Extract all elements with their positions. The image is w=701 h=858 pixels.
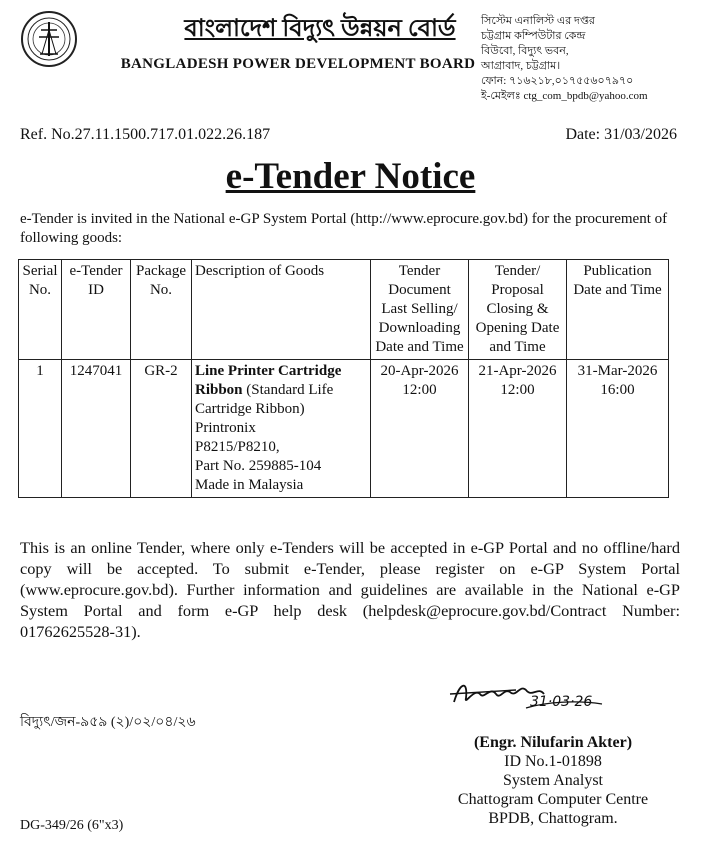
address-line: আগ্রাবাদ, চট্টগ্রাম। bbox=[481, 60, 561, 72]
signatory-block bbox=[418, 733, 688, 828]
cell-description bbox=[192, 360, 371, 498]
address-line: সিস্টেম এনালিস্ট এর দপ্তর bbox=[481, 15, 595, 27]
publication-time: 16:00 bbox=[600, 382, 635, 398]
col-tender-id: e-Tender ID bbox=[62, 260, 131, 360]
signatory-org: BPDB, Chattogram. bbox=[488, 810, 618, 827]
desc-bold: Line Printer Cartridge Ribbon bbox=[195, 363, 342, 398]
signatory-id: ID No.1-01898 bbox=[504, 753, 602, 770]
col-package: Package No. bbox=[131, 260, 192, 360]
address-line: চট্টগ্রাম কম্পিউটার কেন্দ্র bbox=[481, 30, 586, 42]
closing-time: 12:00 bbox=[500, 382, 535, 398]
col-serial: Serial No. bbox=[19, 260, 62, 360]
desc-brand: Printronix bbox=[195, 420, 256, 436]
cell-publication bbox=[567, 360, 669, 498]
notice-date: Date: 31/03/2026 bbox=[565, 126, 677, 143]
desc-part: Part No. 259885-104 bbox=[195, 458, 322, 474]
signatory-designation: System Analyst bbox=[502, 772, 603, 789]
address-line: ফোন: ৭১৬২১৮,০১৭৫৫৬০৭৯৭০ bbox=[481, 75, 634, 87]
org-name-bn: বাংলাদেশ বিদ্যুৎ উন্নয়ন বোর্ড bbox=[184, 16, 456, 42]
signatory-office: Chattogram Computer Centre bbox=[457, 791, 649, 808]
closing-date: 21-Apr-2026 bbox=[478, 363, 557, 379]
title-text: e-Tender Notice bbox=[225, 156, 476, 197]
dg-number: DG-349/26 (6"x3) bbox=[20, 818, 124, 833]
tender-table bbox=[18, 259, 669, 498]
table-row bbox=[19, 360, 669, 498]
cell-serial: 1 bbox=[19, 360, 62, 498]
intro-text: e-Tender is invited in the National e-GP System Portal (http://www.eprocure.gov.bd) for the procurement of following goods: bbox=[20, 211, 668, 246]
desc-rest: (Standard Life Cartridge Ribbon) bbox=[195, 382, 334, 417]
selling-date: 20-Apr-2026 bbox=[380, 363, 459, 379]
instructions-paragraph: This is an online Tender, where only e-Tenders will be accepted in e-GP Portal and no offline/hard copy will be accepted. To submit e-Tender, please register on e-GP System Portal (www.eprocure.gov.bd). Further information and guidelines are available in the National e-GP System Portal and form e-GP help desk (helpdesk@eprocure.gov.bd/Contract Number: 01762625528-31). bbox=[20, 538, 680, 641]
office-address bbox=[481, 14, 691, 104]
col-publication: Publication Date and Time bbox=[567, 260, 669, 360]
address-line: বিউবো, বিদ্যুৎ ভবন, bbox=[481, 45, 569, 57]
desc-model: P8215/P8210, bbox=[195, 439, 280, 455]
cell-package: GR-2 bbox=[131, 360, 192, 498]
handwritten-signature bbox=[446, 672, 606, 720]
memo-number: বিদ্যুৎ/জন-৯৫৯ (২)/০২/০৪/২৬ bbox=[20, 715, 196, 730]
col-description: Description of Goods bbox=[192, 260, 371, 360]
cell-selling bbox=[371, 360, 469, 498]
page-title bbox=[0, 155, 701, 198]
selling-time: 12:00 bbox=[402, 382, 437, 398]
signatory-name: (Engr. Nilufarin Akter) bbox=[473, 734, 633, 751]
cell-tender-id: 1247041 bbox=[62, 360, 131, 498]
bpdb-logo bbox=[20, 10, 78, 68]
cell-closing bbox=[469, 360, 567, 498]
col-closing: Tender/ Proposal Closing & Opening Date and Time bbox=[469, 260, 567, 360]
col-selling: Tender Document Last Selling/ Downloading Date and Time bbox=[371, 260, 469, 360]
address-line: ই-মেইলঃ ctg_com_bpdb@yahoo.com bbox=[481, 90, 648, 102]
svg-text:31·03·26: 31·03·26 bbox=[530, 694, 593, 710]
reference-number: Ref. No.27.11.1500.717.01.022.26.187 bbox=[20, 126, 271, 143]
org-name-en: BANGLADESH POWER DEVELOPMENT BOARD bbox=[120, 56, 476, 72]
publication-date: 31-Mar-2026 bbox=[577, 363, 658, 379]
desc-origin: Made in Malaysia bbox=[195, 477, 304, 493]
table-header-row bbox=[19, 260, 669, 360]
